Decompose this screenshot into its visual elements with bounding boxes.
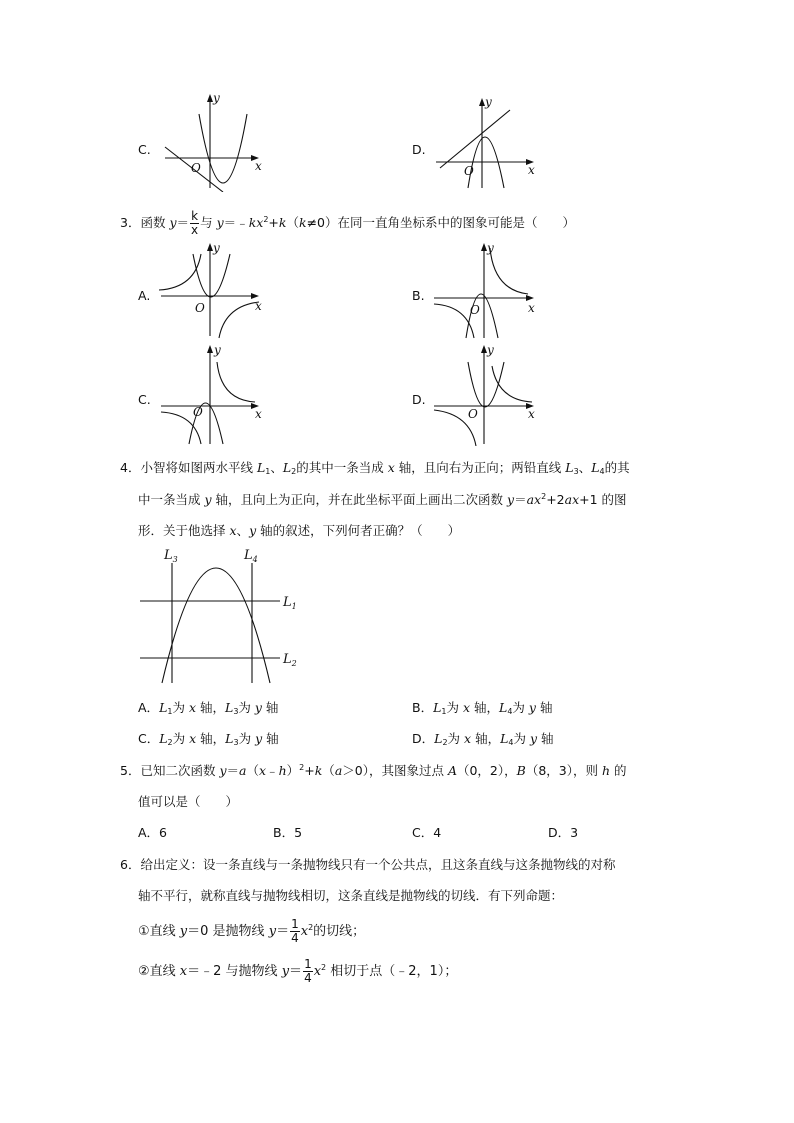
q6-frac-num: 1 bbox=[304, 957, 312, 971]
q4-text: 轴，且向右为正向；两铅直线 bbox=[394, 460, 566, 475]
q6-frac-num: 1 bbox=[291, 917, 299, 931]
label-l1: $L_1$ bbox=[283, 595, 297, 611]
q4-figure bbox=[136, 543, 306, 685]
q6-fraction bbox=[290, 918, 300, 945]
q3-fraction bbox=[190, 210, 199, 237]
q5-var: h bbox=[278, 763, 287, 778]
option-text: 轴， bbox=[196, 731, 226, 746]
q5-sup: 2 bbox=[299, 763, 305, 772]
option-text: 轴 bbox=[535, 700, 553, 715]
q4-sub: 1 bbox=[265, 467, 271, 476]
q3-text: 在同一直角坐标系中的图象可能是（ ） bbox=[337, 215, 576, 230]
hyperbola-branch bbox=[217, 362, 255, 402]
q4-option-b bbox=[412, 698, 552, 716]
q4-option-c bbox=[138, 729, 279, 747]
option-var: y bbox=[529, 731, 538, 746]
line bbox=[440, 110, 510, 168]
option-sub: 2 bbox=[167, 738, 173, 747]
q4-var: y bbox=[507, 492, 515, 507]
q5-eq: ＝ bbox=[226, 763, 240, 778]
option-var: L bbox=[159, 731, 168, 746]
q4-var: y bbox=[204, 492, 212, 507]
q4-text: 中一条当成 bbox=[138, 492, 205, 507]
q4-sub: 2 bbox=[291, 467, 297, 476]
q6-fraction bbox=[303, 958, 313, 985]
option-sub: 1 bbox=[441, 707, 447, 716]
q4-sub: 4 bbox=[599, 467, 605, 476]
q5-text: （0，2）， bbox=[456, 763, 517, 778]
option-text: 为 bbox=[172, 731, 190, 746]
option-letter: D． bbox=[412, 731, 435, 746]
q5-option-d: D．3 bbox=[548, 825, 579, 840]
q3-option-a-graph bbox=[155, 240, 275, 340]
q6-text: ①直线 bbox=[138, 924, 180, 939]
q4-var: x bbox=[229, 523, 237, 538]
q4-stem-line-2 bbox=[138, 490, 627, 508]
option-text: 为 bbox=[238, 731, 256, 746]
y-axis-label: y bbox=[213, 241, 220, 255]
option-sub: 1 bbox=[167, 707, 173, 716]
q4-var: y bbox=[249, 523, 257, 538]
q3-eq: ＝﹣ bbox=[223, 215, 249, 230]
q4-var: L bbox=[256, 460, 266, 475]
x-axis-label: x bbox=[528, 301, 535, 315]
q4-sup: 2 bbox=[541, 492, 547, 501]
option-text: 轴 bbox=[262, 731, 279, 746]
hyperbola-branch bbox=[219, 302, 259, 338]
hyperbola-branch bbox=[490, 248, 528, 294]
q6-text: ②直线 bbox=[138, 964, 180, 979]
q5-option-b: B．5 bbox=[273, 825, 303, 840]
q3-sup: 2 bbox=[263, 215, 269, 224]
q4-option-a bbox=[138, 698, 278, 716]
q3-cond: ≠0） bbox=[306, 215, 338, 230]
q3-option-a-label: A. bbox=[138, 288, 151, 303]
q5-text: （8，3），则 bbox=[525, 763, 602, 778]
q6-sup: 2 bbox=[321, 963, 327, 972]
option-var: L bbox=[159, 700, 168, 715]
q2-option-c-graph bbox=[155, 92, 275, 192]
q5-point: A bbox=[447, 763, 457, 778]
y-axis-label: y bbox=[214, 343, 221, 357]
x-axis-label: x bbox=[255, 159, 262, 173]
q4-option-d bbox=[412, 729, 554, 747]
option-sub: 4 bbox=[508, 738, 514, 747]
q5-text: 5．已知二次函数 bbox=[120, 763, 220, 778]
option-letter: C． bbox=[138, 731, 160, 746]
y-axis-arrow bbox=[207, 345, 213, 353]
q5-var: y bbox=[219, 763, 227, 778]
q4-text: 4．小智将如图两水平线 bbox=[120, 460, 257, 475]
option-var: L bbox=[500, 731, 509, 746]
q6-var: y bbox=[281, 964, 290, 979]
q3-option-c-graph bbox=[155, 342, 275, 446]
q2-option-d-graph bbox=[428, 96, 548, 192]
q5-text: 的 bbox=[610, 763, 627, 778]
q6-proposition-1 bbox=[138, 918, 365, 945]
origin-label: O bbox=[191, 161, 201, 175]
origin-label: O bbox=[193, 405, 203, 419]
q6-var: y bbox=[179, 924, 188, 939]
q5-paren: （ bbox=[246, 763, 259, 778]
q6-text: ＝﹣2 与抛物线 bbox=[187, 964, 282, 979]
option-text: 为 bbox=[513, 731, 530, 746]
option-var: L bbox=[225, 700, 234, 715]
q4-sep: 、 bbox=[578, 460, 592, 475]
q4-stem-line-1 bbox=[120, 458, 630, 476]
origin-label: O bbox=[470, 303, 480, 317]
q5-op: + bbox=[304, 763, 315, 778]
q5-var: a bbox=[334, 763, 343, 778]
q6-var: x bbox=[300, 924, 309, 939]
parabola bbox=[199, 114, 247, 183]
option-var: y bbox=[255, 731, 263, 746]
q3-option-c-label: C. bbox=[138, 392, 151, 407]
option-var: y bbox=[528, 700, 536, 715]
option-var: y bbox=[254, 700, 262, 715]
origin-label: O bbox=[195, 301, 205, 315]
q6-frac-den: 4 bbox=[291, 931, 299, 945]
option-text: 轴 bbox=[261, 700, 279, 715]
label-l3: $L_3$ bbox=[164, 548, 178, 564]
q5-option-c: C．4 bbox=[412, 825, 442, 840]
q4-stem-line-3 bbox=[138, 521, 460, 539]
q3-var: y bbox=[216, 215, 224, 230]
option-text: 轴， bbox=[470, 700, 500, 715]
q4-text: 形．关于他选择 bbox=[138, 523, 230, 538]
q3-option-d-label: D. bbox=[412, 392, 426, 407]
q6-frac-den: 4 bbox=[304, 971, 312, 985]
q5-op: ﹣ bbox=[266, 763, 279, 778]
q3-option-b-label: B. bbox=[412, 288, 425, 303]
x-axis-label: x bbox=[528, 163, 535, 177]
q6-stem-line-1: 6．给出定义：设一条直线与一条抛物线只有一个公共点，且这条直线与这条抛物线的对称 bbox=[120, 857, 616, 872]
q3-op: + bbox=[268, 215, 279, 230]
parabola bbox=[193, 254, 230, 297]
q6-text: ＝0 是抛物线 bbox=[187, 924, 269, 939]
option-text: 轴， bbox=[196, 700, 225, 715]
origin-label: O bbox=[464, 164, 474, 178]
q3-option-d-graph bbox=[428, 342, 548, 446]
q4-eq: ＝ bbox=[514, 492, 527, 507]
option-sub: 2 bbox=[442, 738, 448, 747]
option-var: L bbox=[433, 700, 442, 715]
q5-var: x bbox=[258, 763, 267, 778]
q5-stem-line-2: 值可以是（ ） bbox=[138, 794, 239, 809]
option-var: x bbox=[188, 700, 197, 715]
q3-frac-num: k bbox=[191, 209, 199, 223]
option-var: x bbox=[462, 700, 471, 715]
option-sub: 3 bbox=[233, 738, 239, 747]
q4-sub: 3 bbox=[573, 467, 579, 476]
q3-var: y bbox=[169, 215, 177, 230]
option-letter: B． bbox=[412, 700, 434, 715]
q6-sup: 2 bbox=[308, 923, 314, 932]
q4-var: ax bbox=[526, 492, 542, 507]
x-axis-label: x bbox=[255, 407, 262, 421]
option-text: 为 bbox=[512, 700, 529, 715]
q6-proposition-2 bbox=[138, 958, 457, 985]
y-axis-label: y bbox=[485, 96, 492, 109]
hyperbola-branch bbox=[492, 366, 532, 402]
q4-var: x bbox=[387, 460, 395, 475]
q3-text: 函数 bbox=[140, 215, 170, 230]
option-var: L bbox=[499, 700, 508, 715]
option-letter: A． bbox=[138, 700, 160, 715]
q3-frac-den: x bbox=[191, 223, 199, 237]
option-text: 为 bbox=[172, 700, 189, 715]
y-axis-label: y bbox=[213, 92, 220, 105]
q4-sep: 、 bbox=[236, 523, 250, 538]
q5-text: ＞0），其图象过点 bbox=[342, 763, 448, 778]
q4-var: L bbox=[565, 460, 574, 475]
q5-point: B bbox=[516, 763, 526, 778]
q3-eq: ＝ bbox=[176, 215, 190, 230]
option-sub: 4 bbox=[507, 707, 513, 716]
option-text: 轴 bbox=[537, 731, 554, 746]
y-axis-label: y bbox=[487, 241, 494, 255]
option-var: x bbox=[464, 731, 472, 746]
q5-stem-line-1 bbox=[120, 761, 627, 779]
q6-stem-line-2: 轴不平行，就称直线与抛物线相切，这条直线是抛物线的切线．有下列命题： bbox=[138, 888, 564, 903]
q6-text: 的切线； bbox=[313, 924, 366, 939]
option-var: x bbox=[189, 731, 197, 746]
q4-sep: 、 bbox=[270, 460, 283, 475]
q4-text: +1 的图 bbox=[579, 492, 627, 507]
option-text: 为 bbox=[238, 700, 255, 715]
q6-var: x bbox=[179, 964, 188, 979]
q3-number: 3． bbox=[120, 215, 141, 230]
option-text: 轴， bbox=[471, 731, 501, 746]
q6-eq: ＝ bbox=[289, 964, 303, 979]
q5-var: a bbox=[239, 763, 247, 778]
q3-stem bbox=[120, 210, 575, 237]
q3-var: k bbox=[278, 215, 287, 230]
q5-var: h bbox=[601, 763, 611, 778]
origin-label: O bbox=[468, 407, 478, 421]
q4-text: 轴的叙述，下列何者正确？（ ） bbox=[256, 523, 461, 538]
option-var: L bbox=[434, 731, 443, 746]
q5-option-a: A．6 bbox=[138, 825, 168, 840]
q4-op: +2 bbox=[546, 492, 565, 507]
q4-text: 的其 bbox=[604, 460, 630, 475]
option-sub: 3 bbox=[233, 707, 239, 716]
hyperbola-branch bbox=[159, 254, 201, 290]
q5-paren: ） bbox=[286, 763, 300, 778]
q6-var: x bbox=[313, 964, 322, 979]
q4-text: 的其中一条当成 bbox=[296, 460, 388, 475]
q3-var: kx bbox=[248, 215, 264, 230]
q5-var: k bbox=[314, 763, 323, 778]
q4-var: L bbox=[591, 460, 600, 475]
q4-text: 轴，且向上为正向，并在此坐标平面上画出二次函数 bbox=[211, 492, 507, 507]
hyperbola-branch bbox=[434, 304, 474, 338]
label-l2: $L_2$ bbox=[283, 652, 297, 668]
q2-option-d-label: D. bbox=[412, 142, 426, 157]
q3-var: k bbox=[298, 215, 307, 230]
option-text: 为 bbox=[447, 731, 465, 746]
x-axis-label: x bbox=[528, 407, 535, 421]
option-var: L bbox=[225, 731, 234, 746]
q6-var: y bbox=[268, 924, 277, 939]
q4-var: L bbox=[282, 460, 292, 475]
q3-paren: （ bbox=[286, 215, 299, 230]
q6-eq: ＝ bbox=[276, 924, 290, 939]
x-axis-label: x bbox=[255, 299, 262, 313]
q4-var: ax bbox=[564, 492, 580, 507]
q3-option-b-graph bbox=[428, 240, 548, 340]
q6-text: 相切于点（﹣2，1）； bbox=[326, 964, 458, 979]
parabola bbox=[162, 568, 270, 683]
y-axis-label: y bbox=[487, 343, 494, 357]
q5-paren: （ bbox=[322, 763, 335, 778]
q2-option-c-label: C. bbox=[138, 142, 151, 157]
q3-text: 与 bbox=[200, 215, 217, 230]
label-l4: $L_4$ bbox=[244, 548, 258, 564]
option-text: 为 bbox=[446, 700, 463, 715]
